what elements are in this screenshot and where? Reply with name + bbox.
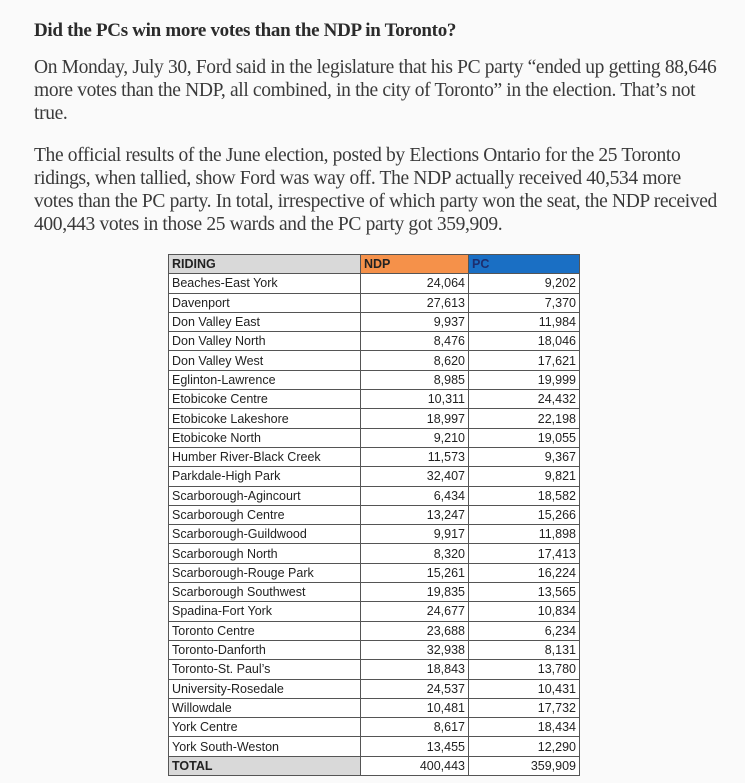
table-row: [169, 660, 580, 679]
riding-name: Eglinton-Lawrence: [169, 370, 361, 389]
header-ndp: NDP: [361, 255, 469, 274]
riding-name: Etobicoke Centre: [169, 390, 361, 409]
riding-name: Scarborough-Rouge Park: [169, 563, 361, 582]
pc-votes: 12,290: [469, 737, 580, 756]
pc-votes: 11,984: [469, 312, 580, 331]
pc-votes: 17,732: [469, 698, 580, 717]
pc-votes: 19,055: [469, 428, 580, 447]
ndp-votes: 18,843: [361, 660, 469, 679]
total-ndp: 400,443: [361, 756, 469, 775]
ndp-votes: 32,938: [361, 640, 469, 659]
riding-name: Toronto Centre: [169, 621, 361, 640]
ndp-votes: 18,997: [361, 409, 469, 428]
ndp-votes: 24,537: [361, 679, 469, 698]
riding-name: Etobicoke North: [169, 428, 361, 447]
table-row: [169, 621, 580, 640]
table-row: [169, 370, 580, 389]
riding-name: York Centre: [169, 718, 361, 737]
riding-name: Scarborough Southwest: [169, 583, 361, 602]
table-row: [169, 718, 580, 737]
riding-name: Don Valley West: [169, 351, 361, 370]
table-row: [169, 486, 580, 505]
riding-name: Parkdale-High Park: [169, 467, 361, 486]
riding-name: Scarborough-Agincourt: [169, 486, 361, 505]
header-riding: RIDING: [169, 255, 361, 274]
pc-votes: 7,370: [469, 293, 580, 312]
table-row: [169, 447, 580, 466]
pc-votes: 10,834: [469, 602, 580, 621]
ndp-votes: 32,407: [361, 467, 469, 486]
table-row: [169, 640, 580, 659]
ndp-votes: 9,210: [361, 428, 469, 447]
table-row: [169, 563, 580, 582]
riding-name: Scarborough Centre: [169, 505, 361, 524]
table-row: [169, 602, 580, 621]
total-label: TOTAL: [169, 756, 361, 775]
ndp-votes: 6,434: [361, 486, 469, 505]
ndp-votes: 11,573: [361, 447, 469, 466]
pc-votes: 22,198: [469, 409, 580, 428]
article-heading: Did the PCs win more votes than the NDP in Toronto?: [34, 20, 457, 41]
ndp-votes: 15,261: [361, 563, 469, 582]
ndp-votes: 10,481: [361, 698, 469, 717]
table-row: [169, 351, 580, 370]
table-row: [169, 737, 580, 756]
pc-votes: 13,565: [469, 583, 580, 602]
riding-name: University-Rosedale: [169, 679, 361, 698]
table-row: [169, 525, 580, 544]
pc-votes: 17,413: [469, 544, 580, 563]
ndp-votes: 8,617: [361, 718, 469, 737]
pc-votes: 10,431: [469, 679, 580, 698]
riding-name: Spadina-Fort York: [169, 602, 361, 621]
ndp-votes: 24,064: [361, 274, 469, 293]
paragraph-ford-claim: On Monday, July 30, Ford said in the legislature that his PC party “ended up getting 88,646 more votes than the NDP, all combined, in the city of Toronto” in the election. That’s not true.: [34, 57, 717, 124]
pc-votes: 8,131: [469, 640, 580, 659]
pc-votes: 11,898: [469, 525, 580, 544]
ndp-votes: 8,476: [361, 332, 469, 351]
ndp-votes: 8,320: [361, 544, 469, 563]
ndp-votes: 27,613: [361, 293, 469, 312]
riding-name: Don Valley North: [169, 332, 361, 351]
table-row: [169, 332, 580, 351]
table-row: [169, 544, 580, 563]
pc-votes: 16,224: [469, 563, 580, 582]
ndp-votes: 23,688: [361, 621, 469, 640]
pc-votes: 13,780: [469, 660, 580, 679]
pc-votes: 19,999: [469, 370, 580, 389]
paragraph-official-results: The official results of the June election, posted by Elections Ontario for the 25 Toronto ridings, when tallied, show Ford was way off. The NDP actually received 40,534 more votes than the PC party. In total, irrespective of which party won the seat, the NDP received 400,443 votes in those 25 wards and the PC party got 359,909.: [34, 145, 717, 235]
table-row: [169, 467, 580, 486]
table-row: [169, 312, 580, 331]
table-row: [169, 698, 580, 717]
riding-name: Willowdale: [169, 698, 361, 717]
pc-votes: 9,202: [469, 274, 580, 293]
ndp-votes: 24,677: [361, 602, 469, 621]
pc-votes: 9,821: [469, 467, 580, 486]
pc-votes: 18,434: [469, 718, 580, 737]
ndp-votes: 8,985: [361, 370, 469, 389]
table-row: [169, 293, 580, 312]
header-pc: PC: [469, 255, 580, 274]
table-row: [169, 679, 580, 698]
ndp-votes: 9,917: [361, 525, 469, 544]
riding-name: York South-Weston: [169, 737, 361, 756]
riding-name: Scarborough North: [169, 544, 361, 563]
riding-name: Humber River-Black Creek: [169, 447, 361, 466]
pc-votes: 6,234: [469, 621, 580, 640]
table-row: [169, 409, 580, 428]
pc-votes: 17,621: [469, 351, 580, 370]
table-row: [169, 583, 580, 602]
riding-name: Don Valley East: [169, 312, 361, 331]
table-row: [169, 274, 580, 293]
ndp-votes: 13,455: [361, 737, 469, 756]
pc-votes: 18,582: [469, 486, 580, 505]
riding-name: Davenport: [169, 293, 361, 312]
ndp-votes: 13,247: [361, 505, 469, 524]
table-row: [169, 390, 580, 409]
riding-results-table: [168, 254, 580, 776]
ndp-votes: 19,835: [361, 583, 469, 602]
ndp-votes: 8,620: [361, 351, 469, 370]
table-row: [169, 428, 580, 447]
table-header-row: [169, 255, 580, 274]
riding-name: Scarborough-Guildwood: [169, 525, 361, 544]
riding-name: Beaches-East York: [169, 274, 361, 293]
pc-votes: 9,367: [469, 447, 580, 466]
riding-name: Toronto-St. Paul’s: [169, 660, 361, 679]
pc-votes: 24,432: [469, 390, 580, 409]
table-row: [169, 505, 580, 524]
riding-name: Etobicoke Lakeshore: [169, 409, 361, 428]
riding-name: Toronto-Danforth: [169, 640, 361, 659]
pc-votes: 18,046: [469, 332, 580, 351]
ndp-votes: 10,311: [361, 390, 469, 409]
pc-votes: 15,266: [469, 505, 580, 524]
ndp-votes: 9,937: [361, 312, 469, 331]
total-pc: 359,909: [469, 756, 580, 775]
table-total-row: [169, 756, 580, 775]
